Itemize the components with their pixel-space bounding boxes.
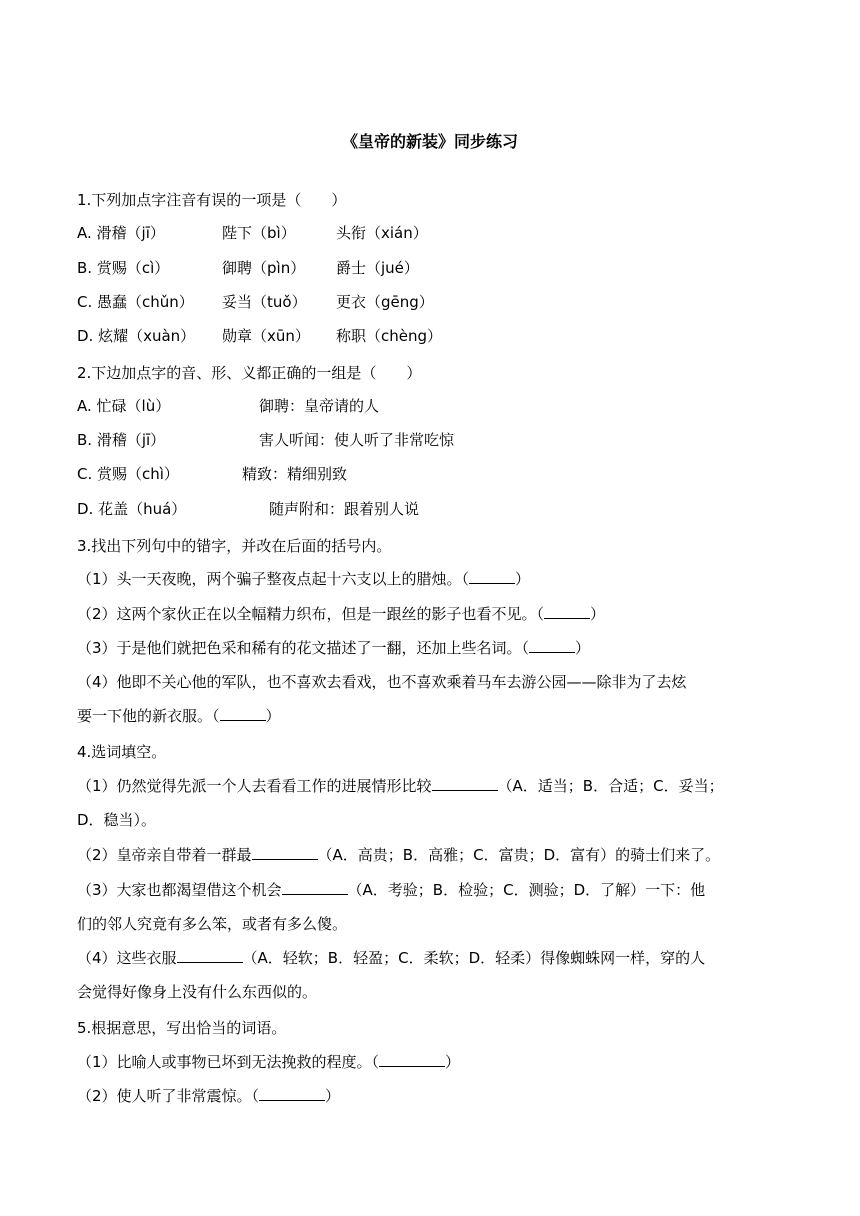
q2-d-2: 随声附和：跟着别人说 xyxy=(269,500,420,518)
q4-item-1: （1）仍然觉得先派一个人去看看工作的进展情形比较 （A．适当；B．合适；C．妥当； xyxy=(77,774,783,798)
answer-blank[interactable] xyxy=(379,1050,445,1067)
q1-b-2: 御聘（pìn） xyxy=(222,259,306,277)
q5-stem: 5.根据意思，写出恰当的词语。 xyxy=(77,1019,287,1037)
q1-option-b xyxy=(77,256,783,280)
q4-item-4-cont: 会觉得好像身上没有什么东西似的。 xyxy=(77,983,318,1001)
answer-blank[interactable] xyxy=(252,843,318,860)
q1-option-c xyxy=(77,290,783,314)
answer-blank[interactable] xyxy=(282,878,348,895)
q1-a-3: 头衔（xián） xyxy=(336,224,428,242)
q1-c-1: C. 愚蠢（chǔn） xyxy=(77,293,194,311)
q1-c-3: 更衣（gēng） xyxy=(336,293,434,311)
q1-d-1: D. 炫耀（xuàn） xyxy=(77,327,196,345)
q4-item-4: （4）这些衣服 （A．轻软；B．轻盈；C．柔软；D．轻柔）得像蜘蛛网一样，穿的人 xyxy=(77,946,783,970)
answer-blank[interactable] xyxy=(177,946,243,963)
q1-a-2: 陛下（bì） xyxy=(222,224,296,242)
q2-option-a xyxy=(77,394,783,418)
q2-stem: 2.下边加点字的音、形、义都正确的一组是（ ） xyxy=(77,364,422,382)
q2-c-2: 精致：精细别致 xyxy=(242,465,348,483)
q4-stem: 4.选词填空。 xyxy=(77,743,167,761)
q2-option-c xyxy=(77,462,783,486)
answer-blank[interactable] xyxy=(220,704,266,721)
q1-option-d xyxy=(77,324,783,348)
q4-item-1-cont: D．稳当）。 xyxy=(77,811,157,829)
q4-item-3: （3）大家也都渴望借这个机会 （A．考验；B．检验；C．测验；D．了解）一下：他 xyxy=(77,878,783,902)
q3-item-4: （4）他即不关心他的军队，也不喜欢去看戏，也不喜欢乘着马车去游公园——除非为了去炫 xyxy=(77,673,687,691)
q4-item-2: （2）皇帝亲自带着一群最 （A．高贵；B．高雅；C．富贵；D．富有）的骑士们来了。 xyxy=(77,843,783,867)
answer-blank[interactable] xyxy=(469,567,515,584)
q1-stem: 1.下列加点字注音有误的一项是（ ） xyxy=(77,191,347,209)
q5-item-2: （2）使人听了非常震惊。（ ） xyxy=(77,1084,783,1108)
q1-c-2: 妥当（tuǒ） xyxy=(222,293,307,311)
q5-item-1: （1）比喻人或事物已坏到无法挽救的程度。（ ） xyxy=(77,1050,783,1074)
answer-blank[interactable] xyxy=(259,1084,325,1101)
q2-a-2: 御聘：皇帝请的人 xyxy=(259,397,380,415)
q2-d-1: D. 花盖（huá） xyxy=(77,500,187,518)
q2-b-1: B. 滑稽（jī） xyxy=(77,431,166,449)
q2-a-1: A. 忙碌（lù） xyxy=(77,397,171,415)
q1-b-1: B. 赏赐（cì） xyxy=(77,259,170,277)
q1-option-a xyxy=(77,221,783,245)
q3-stem: 3.找出下列句中的错字，并改在后面的括号内。 xyxy=(77,537,392,555)
q2-option-d xyxy=(77,497,783,521)
q3-item-2: （2）这两个家伙正在以全幅精力织布，但是一跟丝的影子也看不见。（ ） xyxy=(77,602,783,626)
q1-d-3: 称职（chèng） xyxy=(336,327,443,345)
q1-b-3: 爵士（jué） xyxy=(336,259,419,277)
q1-a-1: A. 滑稽（jī） xyxy=(77,224,165,242)
q3-item-3: （3）于是他们就把色采和稀有的花文描述了一翻，还加上些名词。（ ） xyxy=(77,636,783,660)
answer-blank[interactable] xyxy=(432,774,498,791)
answer-blank[interactable] xyxy=(529,636,575,653)
q2-c-1: C. 赏赐（chì） xyxy=(77,465,179,483)
q2-option-b xyxy=(77,428,783,452)
q4-item-3-cont: 们的邻人究竟有多么笨，或者有多么傻。 xyxy=(77,915,348,933)
q2-b-2: 害人听闻：使人听了非常吃惊 xyxy=(259,431,455,449)
page-title: 《皇帝的新装》同步练习 xyxy=(341,132,518,151)
q1-d-2: 勋章（xūn） xyxy=(222,327,310,345)
q3-item-4-cont: 要一下他的新衣服。（ ） xyxy=(77,704,783,728)
answer-blank[interactable] xyxy=(544,602,590,619)
q3-item-1: （1）头一天夜晚，两个骗子整夜点起十六支以上的腊烛。（ ） xyxy=(77,567,783,591)
